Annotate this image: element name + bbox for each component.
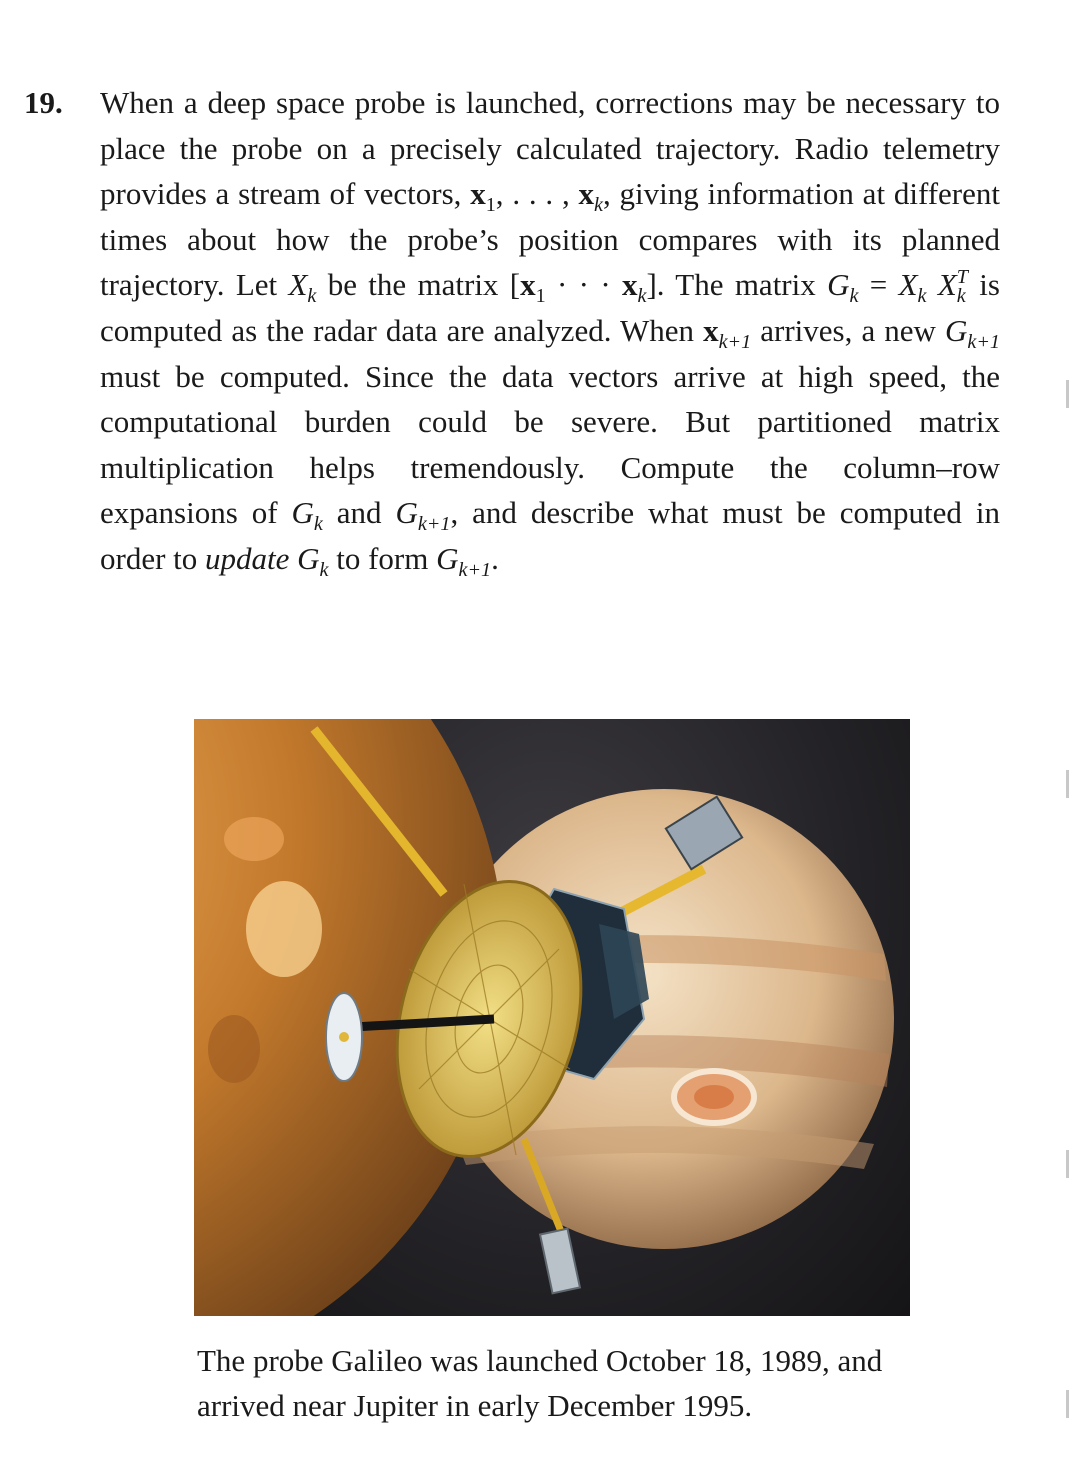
problem-statement: When a deep space probe is launched, corrections may be necessary to place the probe on a precisely calculated trajectory. Radio telemetry provides a stream of vectors, $x_1$, . . . , $x_k$, giving information at different times about how the probe’s position compares with its planned trajectory. Let $X_k$ be the matrix [$x_1$ · · · $x_k$]. The matrix $G_k = X_k$ X T k is computed as the radar data are analyzed. When $x_{k+1}$ arrives, a new $G_{k+1}$ must be computed. Since the data vectors arrive at high speed, the computational burden could be severe. But partitioned matrix multiplication helps tremendously. Compute the column–row expansions of $G_k$ and $G_{k+1}$, and describe what must be computed in order to update $G_k$ to form $G_{k+1}$. [100, 85, 1001, 581]
problem-number: 19. [24, 85, 63, 120]
exercise-19 [24, 80, 1004, 582]
galileo-probe-illustration [194, 719, 910, 1316]
figure-caption: The probe Galileo was launched October 18, 1989, and arrived near Jupiter in early December 1995. [197, 1343, 883, 1423]
